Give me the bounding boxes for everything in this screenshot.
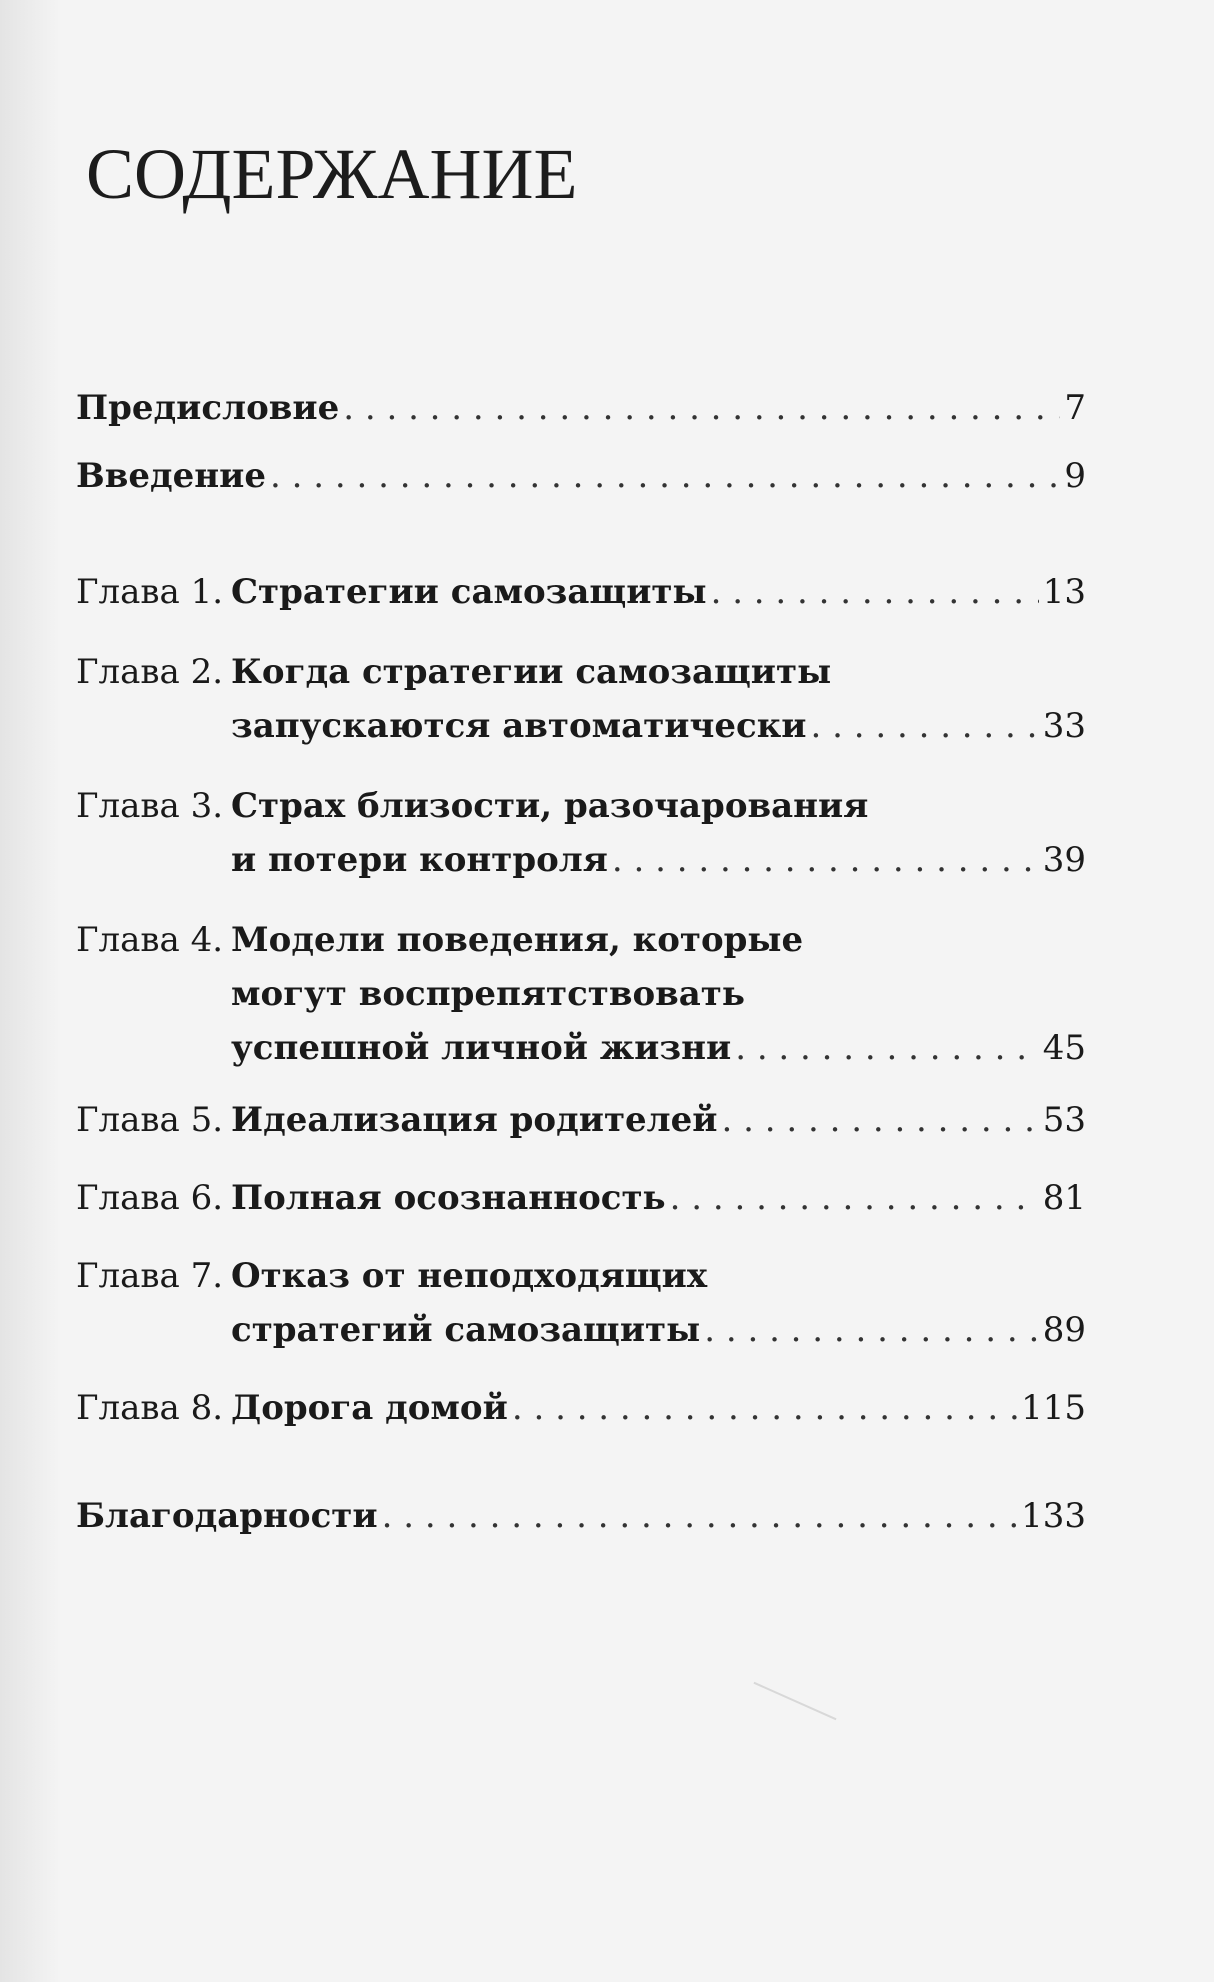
chapter-prefix: Глава 7. xyxy=(76,1256,224,1296)
dot-leader xyxy=(382,1492,1018,1540)
page-edge-shadow xyxy=(0,0,60,1982)
dot-leader xyxy=(612,836,1039,884)
toc-entry-chapter-7[interactable] xyxy=(76,1252,1086,1360)
toc-page-number: 39 xyxy=(1042,840,1086,880)
toc-entry-title-continued: могут воспрепятствовать xyxy=(231,974,745,1014)
toc-page-number: 13 xyxy=(1042,572,1086,612)
dot-leader xyxy=(735,1024,1039,1072)
toc-entry-title: Стратегии самозащиты xyxy=(231,572,707,612)
toc-entry-title-continued: успешной личной жизни xyxy=(231,1028,732,1068)
dot-leader xyxy=(811,702,1039,750)
toc-page-number: 33 xyxy=(1042,706,1086,746)
paper-scuff-mark xyxy=(753,1682,836,1720)
toc-page-number: 9 xyxy=(1064,456,1086,496)
toc-entry-chapter-3[interactable] xyxy=(76,782,1086,890)
toc-entry-chapter-5[interactable] xyxy=(76,1096,1086,1150)
toc-entry-title-continued: и потери контроля xyxy=(231,840,608,880)
toc-entry-title-continued: стратегий самозащиты xyxy=(231,1310,701,1350)
chapter-prefix: Глава 5. xyxy=(76,1100,224,1140)
toc-page-number: 53 xyxy=(1042,1100,1086,1140)
chapter-prefix: Глава 6. xyxy=(76,1178,224,1218)
toc-entry-title: Страх близости, разочарования xyxy=(231,786,869,826)
toc-page-number: 81 xyxy=(1042,1178,1086,1218)
toc-page-number: 115 xyxy=(1021,1388,1086,1428)
toc-entry-introduction[interactable] xyxy=(76,452,1086,506)
toc-entry-title: Модели поведения, которые xyxy=(231,920,804,960)
toc-entry-chapter-4[interactable] xyxy=(76,916,1086,1078)
toc-page-number: 133 xyxy=(1021,1496,1086,1536)
toc-entry-title: Идеализация родителей xyxy=(231,1100,718,1140)
dot-leader xyxy=(270,452,1060,500)
chapter-prefix: Глава 3. xyxy=(76,786,224,826)
toc-entry-chapter-1[interactable] xyxy=(76,568,1086,622)
toc-entry-title: Дорога домой xyxy=(231,1388,508,1428)
chapter-prefix: Глава 1. xyxy=(76,572,224,612)
page-title: СОДЕРЖАНИЕ xyxy=(86,134,578,214)
toc-entry-title: Введение xyxy=(76,456,267,496)
dot-leader xyxy=(711,568,1039,616)
toc-entry-title: Когда стратегии самозащиты xyxy=(231,652,832,692)
chapter-prefix: Глава 4. xyxy=(76,920,224,960)
chapter-prefix: Глава 2. xyxy=(76,652,224,692)
toc-page-number: 7 xyxy=(1064,388,1086,428)
toc-page-number: 45 xyxy=(1042,1028,1086,1068)
toc-entry-chapter-6[interactable] xyxy=(76,1174,1086,1228)
toc-entry-chapter-8[interactable] xyxy=(76,1384,1086,1438)
toc-entry-chapter-2[interactable] xyxy=(76,648,1086,756)
toc-entry-title-continued: запускаются автоматически xyxy=(231,706,807,746)
toc-entry-preface[interactable] xyxy=(76,384,1086,438)
toc-entry-title: Отказ от неподходящих xyxy=(231,1256,708,1296)
toc-entry-title: Предисловие xyxy=(76,388,340,428)
dot-leader xyxy=(704,1306,1039,1354)
dot-leader xyxy=(670,1174,1039,1222)
dot-leader xyxy=(722,1096,1039,1144)
toc-entry-title: Полная осознанность xyxy=(231,1178,666,1218)
toc-page-number: 89 xyxy=(1042,1310,1086,1350)
toc-entry-title: Благодарности xyxy=(76,1496,378,1536)
dot-leader xyxy=(512,1384,1017,1432)
toc-entry-acknowledgements[interactable] xyxy=(76,1492,1086,1546)
dot-leader xyxy=(343,384,1060,432)
chapter-prefix: Глава 8. xyxy=(76,1388,224,1428)
